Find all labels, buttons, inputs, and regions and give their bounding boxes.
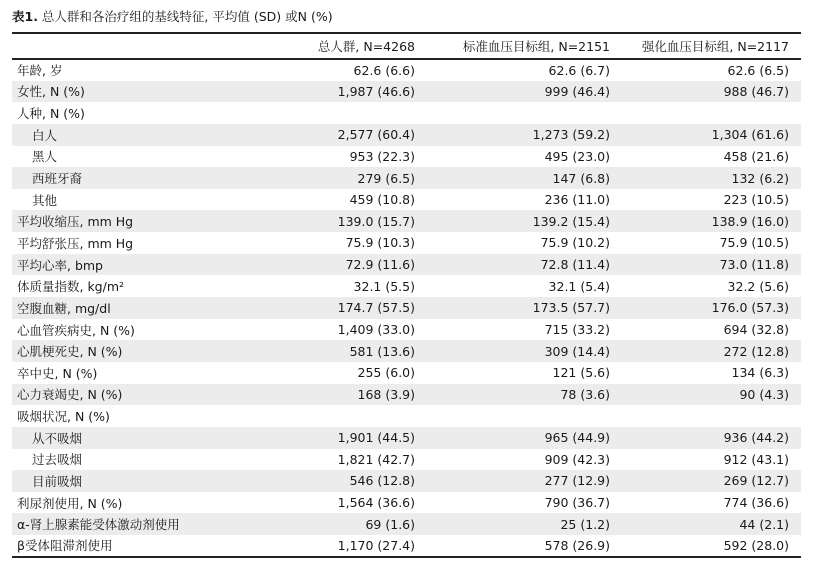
cell-value: 32.1 (5.5) (353, 278, 415, 294)
cell-value: 223 (10.5) (723, 192, 789, 208)
column-header-total: 总人群, N=4268 (277, 33, 427, 59)
table-row (12, 124, 801, 146)
row-label: 利尿剂使用, N (%) (17, 495, 123, 511)
cell-value: 546 (12.8) (277, 470, 427, 492)
cell-value: 32.1 (5.4) (548, 278, 610, 294)
header-row (12, 33, 801, 59)
table-row (12, 275, 801, 297)
table-body (12, 59, 801, 557)
cell-value: 309 (14.4) (427, 340, 622, 362)
baseline-characteristics-table (12, 32, 801, 558)
cell-value: 78 (3.6) (427, 384, 622, 406)
cell-value: 174.7 (57.5) (277, 297, 427, 319)
table-row (12, 81, 801, 103)
table-row (12, 297, 801, 319)
cell-value: 138.9 (16.0) (622, 210, 801, 232)
table-row (12, 470, 801, 492)
table-row (12, 427, 801, 449)
cell-value: 255 (6.0) (357, 365, 415, 381)
cell-value: 75.9 (10.5) (719, 235, 789, 251)
table-title: 总人群和各治疗组的基线特征, 平均值 (SD) 或N (%) (37, 9, 333, 24)
cell-value (277, 102, 427, 124)
row-label: 心肌梗死史, N (%) (12, 340, 277, 362)
row-label: 西班牙裔 (12, 167, 277, 189)
cell-value (277, 405, 427, 427)
row-label: 年龄, 岁 (17, 63, 63, 79)
table-row (12, 405, 801, 427)
cell-value: 62.6 (6.7) (548, 62, 610, 78)
cell-value: 1,987 (46.6) (277, 81, 427, 103)
cell-value: 236 (11.0) (544, 192, 610, 208)
cell-value: 147 (6.8) (427, 167, 622, 189)
cell-value: 134 (6.3) (731, 365, 789, 381)
cell-value: 173.5 (57.7) (427, 297, 622, 319)
cell-value: 459 (10.8) (349, 192, 415, 208)
cell-value: 1,821 (42.7) (337, 451, 415, 467)
cell-value (622, 405, 801, 427)
cell-value: 936 (44.2) (622, 427, 801, 449)
table-row (12, 384, 801, 406)
table-row (12, 340, 801, 362)
cell-value: 279 (6.5) (277, 167, 427, 189)
row-label: 卒中史, N (%) (17, 365, 98, 381)
cell-value: 132 (6.2) (622, 167, 801, 189)
table-row (12, 513, 801, 535)
cell-value: 592 (28.0) (622, 535, 801, 557)
cell-value: 965 (44.9) (427, 427, 622, 449)
cell-value: 578 (26.9) (427, 535, 622, 557)
cell-value: 72.8 (11.4) (427, 254, 622, 276)
row-label: 心力衰竭史, N (%) (12, 384, 277, 406)
table-row (12, 59, 801, 81)
cell-value: 121 (5.6) (552, 365, 610, 381)
cell-value: 75.9 (10.2) (540, 235, 610, 251)
cell-value: 69 (1.6) (277, 513, 427, 535)
cell-value: 25 (1.2) (427, 513, 622, 535)
table-row (12, 146, 801, 168)
cell-value: 495 (23.0) (544, 148, 610, 164)
table-row (12, 362, 801, 384)
cell-value (427, 102, 622, 124)
row-label: 空腹血糖, mg/dl (12, 297, 277, 319)
column-header-standard: 标准血压目标组, N=2151 (427, 33, 622, 59)
row-label: 目前吸烟 (12, 470, 277, 492)
table-row (12, 492, 801, 514)
cell-value: 909 (42.3) (544, 451, 610, 467)
row-label: 人种, N (%) (17, 106, 85, 122)
cell-value: 1,901 (44.5) (277, 427, 427, 449)
cell-value: 1,170 (27.4) (277, 535, 427, 557)
table-row (12, 167, 801, 189)
cell-value: 790 (36.7) (544, 495, 610, 511)
cell-value: 272 (12.8) (622, 340, 801, 362)
cell-value: 1,564 (36.6) (337, 495, 415, 511)
cell-value: 75.9 (10.3) (345, 235, 415, 251)
cell-value: 90 (4.3) (622, 384, 801, 406)
cell-value: 32.2 (5.6) (727, 278, 789, 294)
cell-value: 912 (43.1) (723, 451, 789, 467)
cell-value: 694 (32.8) (723, 322, 789, 337)
table-row (12, 189, 801, 211)
row-label: 黑人 (32, 149, 58, 165)
row-label: 平均心率, bmp (12, 254, 277, 276)
cell-value: 176.0 (57.3) (622, 297, 801, 319)
cell-value: 139.2 (15.4) (427, 210, 622, 232)
column-header (12, 33, 277, 59)
cell-value: 774 (36.6) (723, 495, 789, 511)
cell-value: 139.0 (15.7) (277, 210, 427, 232)
table-row (12, 319, 801, 341)
row-label: α-肾上腺素能受体激动剂使用 (12, 513, 277, 535)
cell-value: 62.6 (6.5) (727, 62, 789, 78)
row-label: 女性, N (%) (12, 81, 277, 103)
row-label: 白人 (12, 124, 277, 146)
cell-value: 715 (33.2) (544, 322, 610, 337)
cell-value (427, 405, 622, 427)
cell-value: 1,273 (59.2) (427, 124, 622, 146)
row-label: 其他 (32, 192, 58, 208)
cell-value: 72.9 (11.6) (277, 254, 427, 276)
cell-value: 168 (3.9) (277, 384, 427, 406)
cell-value: 581 (13.6) (277, 340, 427, 362)
cell-value: 73.0 (11.8) (622, 254, 801, 276)
cell-value: 2,577 (60.4) (277, 124, 427, 146)
table-caption (12, 8, 333, 26)
table-row (12, 535, 801, 557)
cell-value: 44 (2.1) (622, 513, 801, 535)
table-number: 表1. (12, 9, 38, 24)
row-label: 吸烟状况, N (%) (17, 409, 110, 425)
cell-value: 999 (46.4) (427, 81, 622, 103)
cell-value: 1,409 (33.0) (337, 322, 415, 337)
column-header-intensive: 强化血压目标组, N=2117 (622, 33, 801, 59)
row-label: 平均收缩压, mm Hg (12, 210, 277, 232)
table-row (12, 232, 801, 254)
row-label: 心血管疾病史, N (%) (17, 322, 135, 338)
cell-value (622, 102, 801, 124)
cell-value: 988 (46.7) (622, 81, 801, 103)
row-label: 从不吸烟 (12, 427, 277, 449)
table-row (12, 102, 801, 124)
cell-value: 269 (12.7) (622, 470, 801, 492)
table-row (12, 449, 801, 471)
cell-value: 953 (22.3) (349, 148, 415, 164)
row-label: 平均舒张压, mm Hg (17, 235, 134, 251)
cell-value: 458 (21.6) (723, 148, 789, 164)
table-row (12, 210, 801, 232)
table-row (12, 254, 801, 276)
cell-value: 62.6 (6.6) (353, 62, 415, 78)
row-label: β受体阻滞剂使用 (12, 535, 277, 557)
cell-value: 277 (12.9) (427, 470, 622, 492)
row-label: 过去吸烟 (32, 452, 83, 468)
cell-value: 1,304 (61.6) (622, 124, 801, 146)
row-label: 体质量指数, kg/m² (17, 279, 125, 295)
